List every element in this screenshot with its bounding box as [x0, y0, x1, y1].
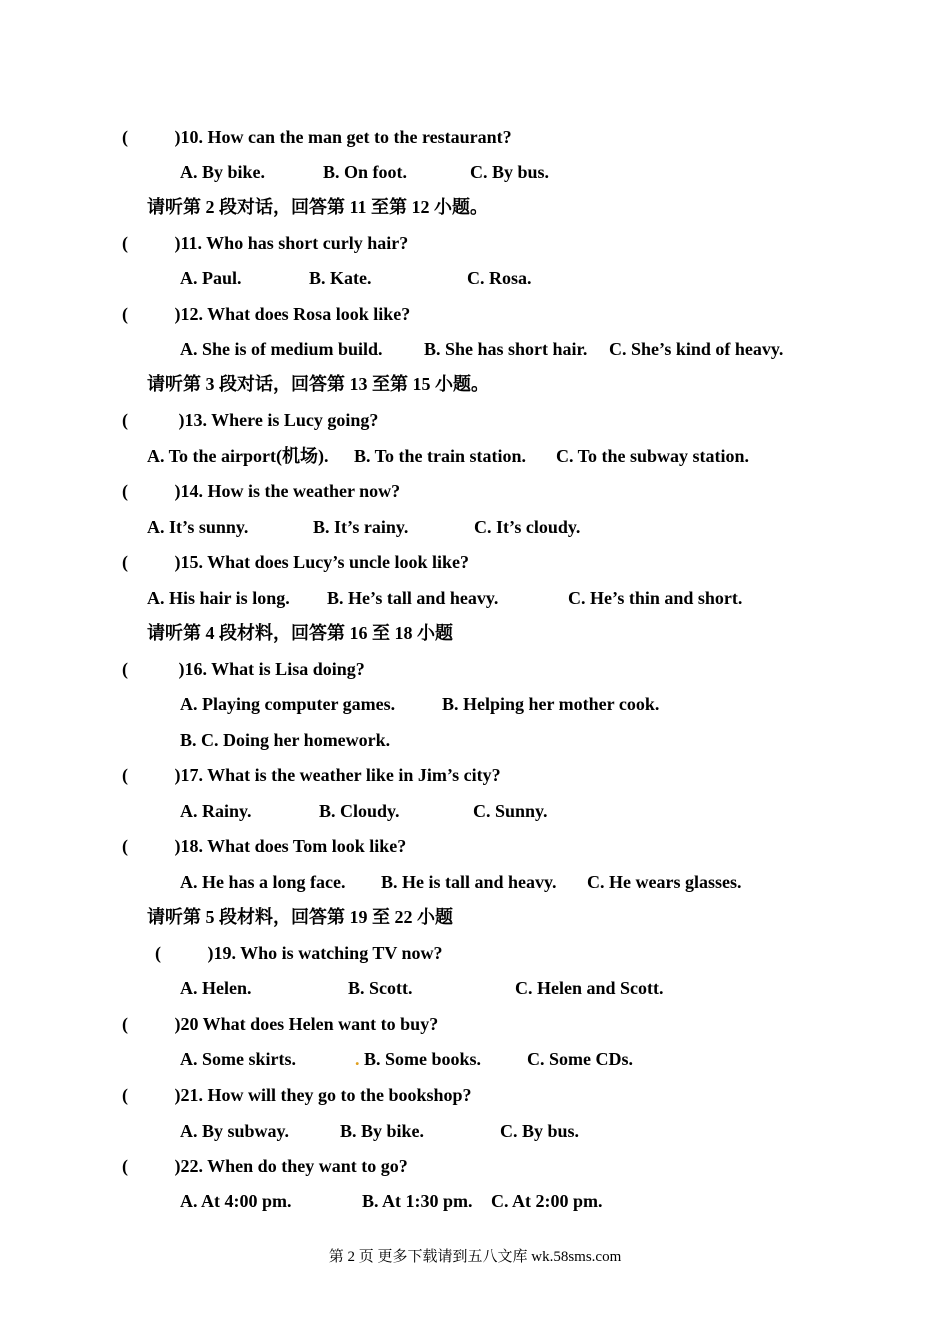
option-b: B. Scott. [348, 978, 413, 998]
answer-paren-open: ( [122, 410, 128, 430]
option-c: C. He’s thin and short. [568, 588, 743, 608]
option-b: B. By bike. [340, 1121, 425, 1141]
options-13 [147, 445, 750, 467]
option-c: C. Helen and Scott. [515, 978, 664, 998]
option-b: B. To the train station. [354, 446, 527, 466]
option-c: C. Rosa. [467, 268, 532, 288]
options-11 [180, 267, 532, 289]
answer-paren-open: ( [122, 836, 128, 856]
answer-paren-close: ) [174, 304, 181, 324]
answer-paren-open: ( [122, 304, 128, 324]
options-16 [180, 693, 660, 715]
question-22 [122, 1155, 408, 1177]
question-13 [122, 409, 378, 431]
option-a: A. Paul. [180, 268, 242, 288]
option-c: C. To the subway station. [556, 446, 750, 466]
option-b: B. On foot. [323, 162, 408, 182]
answer-paren-close: ) [207, 943, 214, 963]
answer-paren-open: ( [122, 659, 128, 679]
option-a: A. By bike. [180, 162, 266, 182]
question-text: 20 What does Helen want to buy? [180, 1014, 439, 1034]
question-16 [122, 658, 365, 680]
question-21 [122, 1084, 472, 1106]
question-text: 18. What does Tom look like? [180, 836, 407, 856]
option-a: A. It’s sunny. [147, 517, 249, 537]
answer-paren-close: ) [174, 765, 181, 785]
answer-paren-open: ( [122, 127, 128, 147]
section-3-heading: 请听第 3 段对话，回答第 13 至第 15 小题。 [147, 374, 489, 394]
option-c: C. Sunny. [473, 801, 548, 821]
option-b: B. Kate. [309, 268, 372, 288]
question-text: 10. How can the man get to the restaurant? [180, 127, 512, 147]
options-19 [180, 977, 664, 999]
page-footer: 第 2 页 更多下载请到五八文库 wk.58sms.com [328, 1249, 622, 1265]
answer-paren-open: ( [122, 1156, 128, 1176]
question-text: 14. How is the weather now? [180, 481, 401, 501]
option-b: B. It’s rainy. [313, 517, 409, 537]
answer-paren-open: ( [122, 765, 128, 785]
options-16-continued [180, 729, 390, 751]
answer-paren-open: ( [122, 233, 128, 253]
options-18 [180, 871, 742, 893]
question-12 [122, 303, 410, 325]
question-text: 11. Who has short curly hair? [180, 233, 409, 253]
answer-paren-close: ) [174, 1085, 181, 1105]
option-b: B. At 1:30 pm. [362, 1191, 473, 1211]
question-text: 17. What is the weather like in Jim’s city? [180, 765, 501, 785]
option-a: A. At 4:00 pm. [180, 1191, 292, 1211]
option-a: A. Playing computer games. [180, 694, 396, 714]
answer-paren-close: ) [174, 233, 181, 253]
option-b: B. Helping her mother cook. [442, 694, 660, 714]
answer-paren-open: ( [122, 1085, 128, 1105]
question-11 [122, 232, 408, 254]
option-c: C. It’s cloudy. [474, 517, 581, 537]
options-17 [180, 800, 548, 822]
answer-paren-close: ) [174, 1014, 181, 1034]
options-20 [180, 1048, 633, 1070]
question-15 [122, 551, 469, 573]
option-b: B. He’s tall and heavy. [327, 588, 499, 608]
question-text: 12. What does Rosa look like? [180, 304, 411, 324]
option-c: B. C. Doing her homework. [180, 730, 391, 750]
option-a: A. Some skirts. [180, 1049, 296, 1069]
option-b: B. She has short hair. [424, 339, 588, 359]
option-b: B. Some books. [364, 1049, 482, 1069]
answer-paren-close: ) [174, 127, 181, 147]
option-a: A. To the airport(机场). [147, 446, 329, 466]
question-text: 22. When do they want to go? [180, 1156, 408, 1176]
answer-paren-close: ) [178, 410, 185, 430]
option-c: C. By bus. [500, 1121, 580, 1141]
option-b: B. He is tall and heavy. [381, 872, 557, 892]
option-a: A. She is of medium build. [180, 339, 383, 359]
question-text: 21. How will they go to the bookshop? [180, 1085, 472, 1105]
question-17 [122, 764, 501, 786]
answer-paren-close: ) [174, 1156, 181, 1176]
option-a: A. He has a long face. [180, 872, 346, 892]
question-19 [155, 942, 443, 964]
section-5-heading: 请听第 5 段材料，回答第 19 至 22 小题 [147, 907, 453, 927]
question-14 [122, 480, 400, 502]
option-c: C. At 2:00 pm. [491, 1191, 603, 1211]
answer-paren-open: ( [155, 943, 161, 963]
section-4-heading: 请听第 4 段材料，回答第 16 至 18 小题 [147, 623, 453, 643]
option-c: C. By bus. [470, 162, 550, 182]
answer-paren-open: ( [122, 1014, 128, 1034]
options-21 [180, 1120, 580, 1142]
option-c: C. He wears glasses. [587, 872, 742, 892]
option-a: A. Rainy. [180, 801, 252, 821]
options-10 [180, 161, 550, 183]
option-c: C. She’s kind of heavy. [609, 339, 784, 359]
answer-paren-close: ) [174, 836, 181, 856]
option-c: C. Some CDs. [527, 1049, 633, 1069]
option-a: A. By subway. [180, 1121, 290, 1141]
question-text: 15. What does Lucy’s uncle look like? [180, 552, 470, 572]
answer-paren-close: ) [174, 481, 181, 501]
question-10 [122, 126, 512, 148]
answer-paren-close: ) [174, 552, 181, 572]
options-14 [147, 516, 581, 538]
question-18 [122, 835, 406, 857]
options-15 [147, 587, 743, 609]
question-text: 19. Who is watching TV now? [213, 943, 443, 963]
option-a: A. His hair is long. [147, 588, 290, 608]
question-text: 16. What is Lisa doing? [184, 659, 365, 679]
options-22 [180, 1190, 603, 1212]
section-2-heading: 请听第 2 段对话，回答第 11 至第 12 小题。 [147, 197, 489, 217]
options-12 [180, 338, 784, 360]
option-b: B. Cloudy. [319, 801, 400, 821]
stray-dot-mark: . [355, 1049, 360, 1069]
question-20 [122, 1013, 438, 1035]
option-a: A. Helen. [180, 978, 252, 998]
answer-paren-close: ) [178, 659, 185, 679]
answer-paren-open: ( [122, 552, 128, 572]
answer-paren-open: ( [122, 481, 128, 501]
question-text: 13. Where is Lucy going? [184, 410, 379, 430]
